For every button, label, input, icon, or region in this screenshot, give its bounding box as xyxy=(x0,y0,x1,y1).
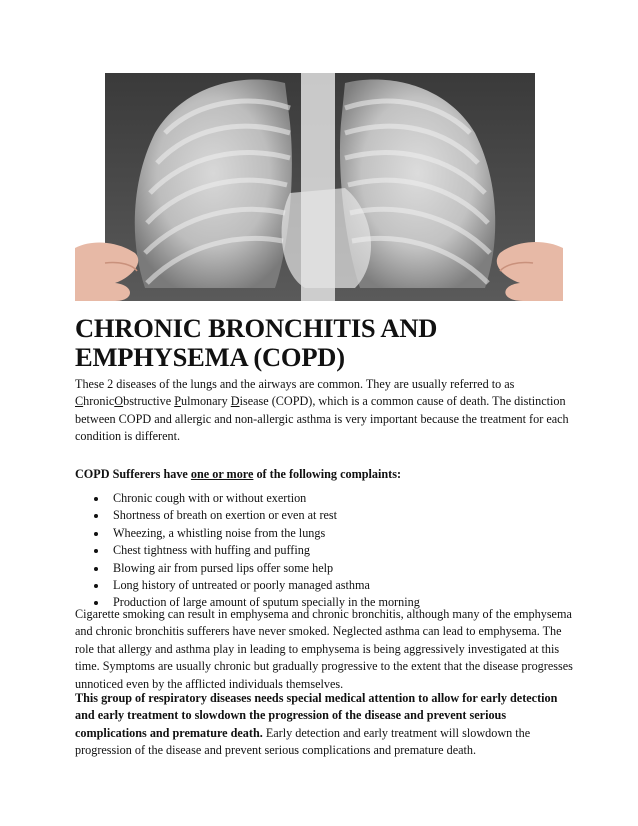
bullet-icon xyxy=(94,584,98,588)
list-item: Shortness of breath on exertion or even at rest xyxy=(75,507,555,524)
list-item: Blowing air from pursed lips offer some help xyxy=(75,560,555,577)
intro-paragraph: These 2 diseases of the lungs and the airways are common. They are usually referred to as ChronicObstructive Pulmonary Disease (COPD), which is a common cause of death. The distinction between COPD and allergic and non-allergic asthma is very important because the treatment for each condition is different. xyxy=(75,377,569,444)
bullet-icon xyxy=(94,497,98,501)
bullet-icon xyxy=(94,567,98,571)
list-item: Long history of untreated or poorly managed asthma xyxy=(75,577,555,594)
medical-attention-paragraph: This group of respiratory diseases needs special medical attention to allow for early detection and early treatment to slowdown the progression of the disease and prevent serious complications and premature death. Early detection and early treatment will slowdown the progression of the disease and prevent serious complications and premature death. xyxy=(75,691,558,758)
complaints-heading: COPD Sufferers have one or more of the following complaints: xyxy=(75,467,402,481)
list-item: Chest tightness with huffing and puffing xyxy=(75,542,555,559)
list-item: Wheezing, a whistling noise from the lungs xyxy=(75,525,555,542)
smoking-paragraph: Cigarette smoking can result in emphysema and chronic bronchitis, although many of the emphysema and chronic bronchitis sufferers have never smoked. Neglected asthma can lead to emphysema. The role that allergy and asthma play in leading to emphysema is being aggressively investigated at this time. Symptoms are usually chronic but gradually progressive to the extent that the disease progresses unnoticed even by the afflicted individuals themselves. xyxy=(75,607,573,691)
page-title: CHRONIC BRONCHITIS AND EMPHYSEMA (COPD) xyxy=(75,313,438,372)
bullet-icon xyxy=(94,549,98,553)
complaints-list xyxy=(75,490,555,612)
bullet-icon xyxy=(94,601,98,605)
list-item: Chronic cough with or without exertion xyxy=(75,490,555,507)
chest-xray-image xyxy=(75,73,563,301)
bullet-icon xyxy=(94,532,98,536)
bullet-icon xyxy=(94,514,98,518)
list-item: Production of large amount of sputum specially in the morning xyxy=(75,594,555,611)
